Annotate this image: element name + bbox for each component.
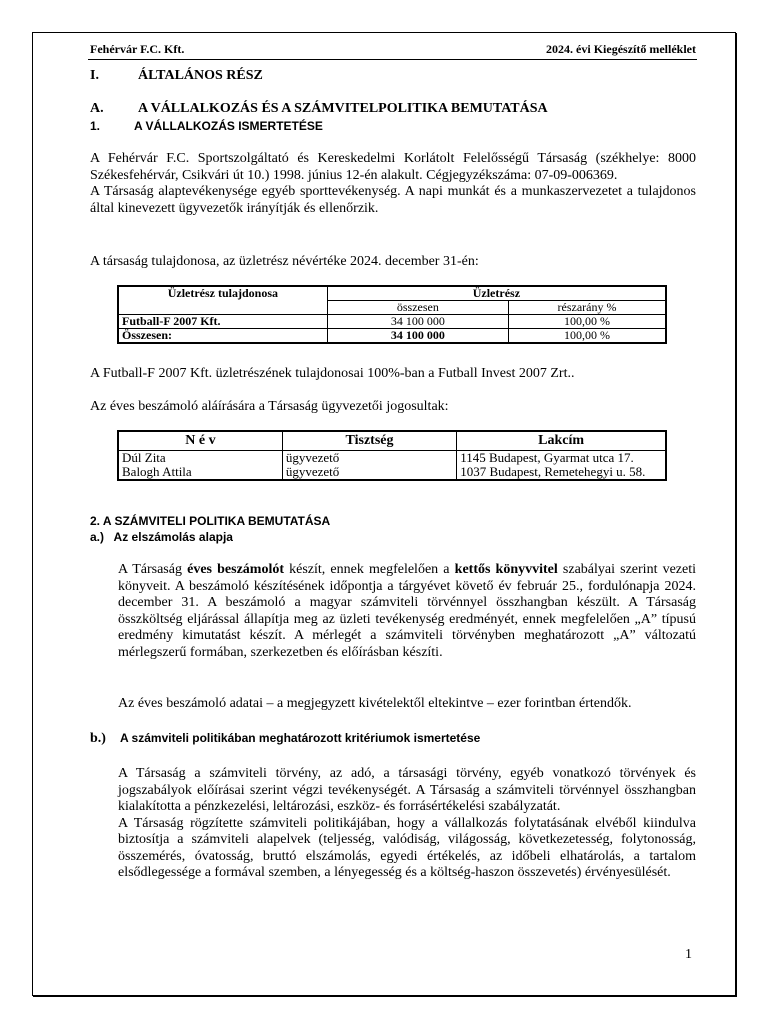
table-row-sum (118, 329, 666, 344)
manager-name: Dúl Zita (118, 451, 282, 466)
company-description-line-1: A Fehérvár F.C. Sportszolgáltató és Kereskedelmi Korlátolt Felelősségű Társaság (székhelye: 8000 Székesfehérvár, Csikvári út 10.) 1998. június 12-én alakult. Cégjegyzékszáma: 07-09-006369. (90, 151, 696, 183)
para5-bold-1: éves beszámolót (187, 562, 284, 577)
page-number: 1 (685, 947, 692, 962)
para5-text-3: szabályai szerint vezeti könyveit. A beszámoló készítésének időpontja a tárgyévet követő év február 25., fordulónapja 2024. december 31. A beszámoló a magyar számviteli törvénnyel összhangban készült. A Társaság összköltség eljárással állapítja meg az üzleti tevékenység eredményét, ennek megfelelően „A” típusú eredmény kimutatást készít. A mérlegét a számviteli törvényben meghatározott „A” változatú mérlegszerű formában, szerkezetben és előírásban készíti. (118, 562, 697, 660)
header-divider (88, 59, 697, 60)
ownership-table (117, 285, 667, 344)
manager-title: ügyvezető (282, 451, 456, 466)
section-i-title: ÁLTALÁNOS RÉSZ (138, 68, 263, 83)
parent-owner-note: A Futball-F 2007 Kft. üzletrészének tulajdonosai 100%-ban a Futball Invest 2007 Zrt.. (90, 366, 575, 381)
company-description-line-2: A Társaság alaptevékenysége egyéb sporttevékenység. A napi munkát és a munkaszervezetet a tulajdonos által kinevezett ügyvezetők irányítják és ellenőrzik. (90, 184, 696, 216)
section-a-heading (90, 101, 548, 117)
ownership-col-ratio: részarány % (509, 301, 666, 315)
ownership-col-owner: Üzletrész tulajdonosa (118, 286, 327, 315)
para5-bold-2: kettős könyvvitel (454, 562, 558, 577)
section-2b-heading (90, 731, 480, 747)
ownership-col-total: összesen (327, 301, 508, 315)
managers-col-title: Tisztség (282, 431, 456, 451)
table-row (118, 451, 666, 466)
ownership-total-cell: 34 100 000 (327, 315, 508, 329)
ownership-sum-total: 34 100 000 (327, 329, 508, 344)
manager-address: 1145 Budapest, Gyarmat utca 17. (457, 451, 666, 466)
section-2a-heading: a.) Az elszámolás alapja (90, 530, 233, 544)
section-i-heading (90, 68, 263, 84)
accounting-policy-line-2: A Társaság rögzítette számviteli politikájában, hogy a vállalkozás folytatásának elvéből kiindulva biztosítja a számviteli alapelvek (teljesség, valódiság, világosság, következetesség, folytonosság, összemérés, óvatosság, bruttó elszámolás, egyedi értékelés, az időbeli elhatárolás, a tartalom elsődlegessége a formával szemben, a lényegesség és a költség-haszon összevetés) érvényesülését. (118, 815, 696, 880)
owner-intro: A társaság tulajdonosa, az üzletrész névértéke 2024. december 31-én: (90, 254, 479, 269)
para5-text-1: A Társaság (118, 562, 188, 577)
para5-text-2: készít, ennek megfelelően a (284, 562, 455, 577)
accounting-policy-line-1: A Társaság a számviteli törvény, az adó, a társasági törvény, egyéb vonatkozó törvények és jogszabályok előírásai szerint végzi tevékenységét. A Társaság a számviteli törvénnyel összhangban kialakította a pénzkezelési, leltározási, eszköz- és forrásértékelési szabályzatát. (118, 766, 696, 814)
ownership-col-share: Üzletrész (327, 286, 666, 301)
ownership-sum-label: Összesen: (118, 329, 327, 344)
manager-address: 1037 Budapest, Remetehegyi u. 58. (457, 465, 666, 480)
section-2b-number: b.) (90, 731, 106, 746)
managers-table (117, 430, 667, 481)
manager-name: Balogh Attila (118, 465, 282, 480)
section-1-title: A VÁLLALKOZÁS ISMERTETÉSE (134, 119, 323, 133)
header-company: Fehérvár F.C. Kft. (90, 42, 185, 56)
table-row (118, 315, 666, 329)
managers-col-name: N é v (118, 431, 282, 451)
currency-note: Az éves beszámoló adatai – a megjegyzett kivételektől eltekintve – ezer forintban értendők. (118, 696, 632, 711)
section-1-number: 1. (90, 119, 101, 133)
accounting-policy-paragraph (118, 766, 696, 882)
ownership-owner-cell: Futball-F 2007 Kft. (118, 315, 327, 329)
header-doc-title: 2024. évi Kiegészítő melléklet (546, 42, 696, 56)
accounting-basis-paragraph (118, 562, 696, 661)
signatories-intro: Az éves beszámoló aláírására a Társaság ügyvezetői jogosultak: (90, 399, 449, 414)
managers-col-address: Lakcím (457, 431, 666, 451)
company-description (90, 151, 696, 217)
manager-title: ügyvezető (282, 465, 456, 480)
section-1-heading (90, 119, 323, 133)
section-a-number: A. (90, 101, 104, 116)
section-i-number: I. (90, 68, 99, 83)
section-2-heading: 2. A SZÁMVITELI POLITIKA BEMUTATÁSA (90, 514, 331, 528)
section-a-title: A VÁLLALKOZÁS ÉS A SZÁMVITELPOLITIKA BEMUTATÁSA (138, 101, 548, 116)
section-2b-title: A számviteli politikában meghatározott kritériumok ismertetése (120, 731, 481, 745)
ownership-ratio-cell: 100,00 % (509, 315, 666, 329)
ownership-sum-ratio: 100,00 % (509, 329, 666, 344)
table-row (118, 465, 666, 480)
